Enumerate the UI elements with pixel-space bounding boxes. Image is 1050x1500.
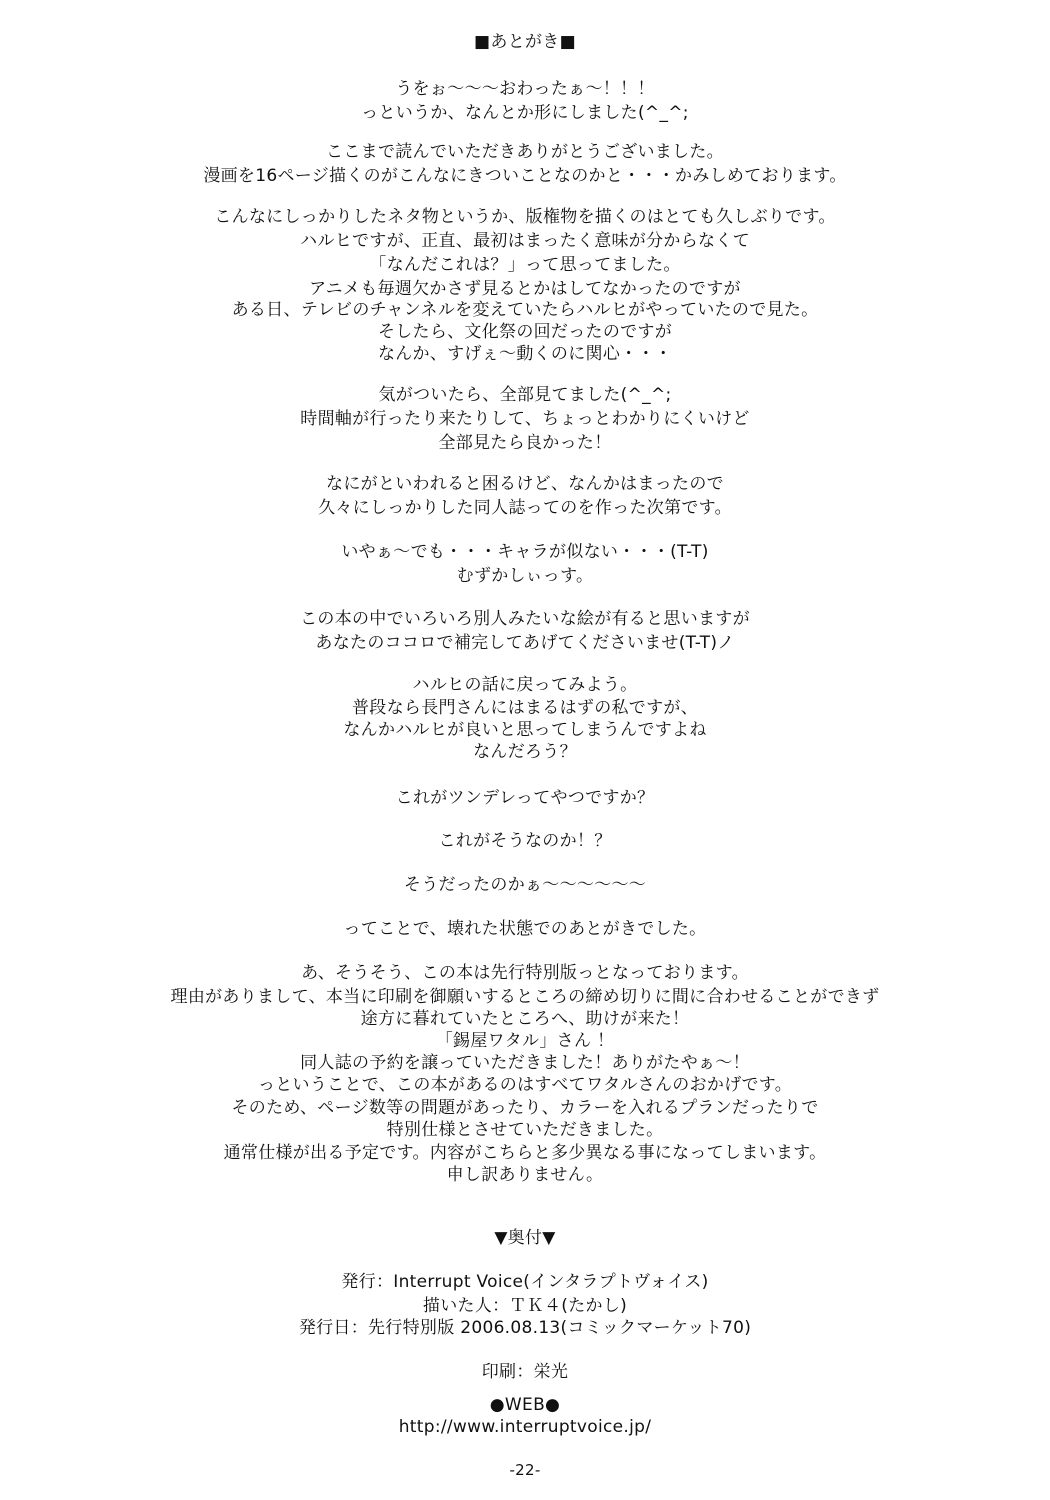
afterword-line: うをぉ～～～おわったぁ～！！！ xyxy=(395,79,655,99)
afterword-line: そしたら、文化祭の回だったのですが xyxy=(377,322,673,342)
afterword-line: これがそうなのか！？ xyxy=(438,831,612,851)
afterword-line: っということで、この本があるのはすべてワタルさんのおかげです。 xyxy=(257,1075,793,1095)
afterword-line: なんかハルヒが良いと思ってしまうんですよね xyxy=(343,720,707,740)
colophon-printer: 印刷：栄光 xyxy=(481,1362,569,1382)
afterword-line: こんなにしっかりしたネタ物というか、版権物を描くのはとても久しぶりです。 xyxy=(214,207,836,227)
afterword-line: そうだったのかぁ～～～～～～ xyxy=(403,875,647,895)
afterword-line: 通常仕様が出る予定です。内容がこちらと多少異なる事になってしまいます。 xyxy=(223,1143,827,1163)
afterword-line: 漫画を16ページ描くのがこんなにきついことなのかと・・・かみしめております。 xyxy=(203,166,847,186)
afterword-line: 理由がありまして、本当に印刷を御願いするところの締め切りに間に合わせることができず xyxy=(170,987,880,1007)
afterword-line: 全部見たら良かった！ xyxy=(438,433,612,453)
afterword-line: ここまで読んでいただきありがとうございました。 xyxy=(326,142,724,162)
afterword-line: これがツンデレってやつですか？ xyxy=(395,788,655,808)
afterword-line: 途方に暮れていたところへ、助けが来た！ xyxy=(360,1009,690,1029)
afterword-line: ある日、テレビのチャンネルを変えていたらハルヒがやっていたので見た。 xyxy=(231,300,819,320)
afterword-line: あ、そうそう、この本は先行特別版っとなっております。 xyxy=(301,963,749,983)
afterword-line: ってことで、壊れた状態でのあとがきでした。 xyxy=(343,919,707,939)
afterword-line: 普段なら長門さんにはまるはずの私ですが、 xyxy=(352,698,698,718)
website-url: http://www.interruptvoice.jp/ xyxy=(398,1417,652,1437)
colophon-date: 発行日：先行特別版 2006.08.13(コミックマーケット70) xyxy=(298,1318,752,1338)
colophon-heading: ▼奥付▼ xyxy=(494,1228,556,1248)
afterword-line: そのため、ページ数等の問題があったり、カラーを入れるプランだったりで xyxy=(231,1098,819,1118)
afterword-line: ハルヒの話に戻ってみよう。 xyxy=(412,675,638,695)
afterword-line: 久々にしっかりした同人誌ってのを作った次第です。 xyxy=(318,498,732,518)
afterword-line: なんだろう？ xyxy=(473,742,577,762)
afterword-line: 「なんだこれは？」って思ってました。 xyxy=(369,255,681,275)
page-number: -22- xyxy=(509,1461,541,1479)
afterword-line: この本の中でいろいろ別人みたいな絵が有ると思いますが xyxy=(300,609,750,629)
web-heading: ●WEB● xyxy=(489,1395,561,1415)
afterword-line: いやぁ～でも・・・キャラが似ない・・・(T-T) xyxy=(341,542,709,562)
afterword-line: あなたのココロで補完してあげてくださいませ(T-T)ノ xyxy=(315,633,735,653)
afterword-line: アニメも毎週欠かさず見るとかはしてなかったのですが xyxy=(309,279,741,299)
afterword-line: 気がついたら、全部見てました(^_^; xyxy=(378,385,672,405)
afterword-line: 同人誌の予約を譲っていただきました！ありがたやぁ～！ xyxy=(300,1053,750,1073)
colophon-artist: 描いた人：ＴＫ４(たかし) xyxy=(422,1296,628,1316)
afterword-line: むずかしぃっす。 xyxy=(456,566,594,586)
colophon-publisher: 発行：Interrupt Voice(インタラプトヴォイス) xyxy=(341,1272,709,1292)
afterword-line: 特別仕様とさせていただきました。 xyxy=(386,1120,664,1140)
afterword-heading: ■あとがき■ xyxy=(474,32,576,52)
afterword-line: なんか、すげぇ～動くのに関心・・・ xyxy=(377,344,673,364)
afterword-line: なにがといわれると困るけど、なんかはまったので xyxy=(326,474,724,494)
afterword-line: 「錫屋ワタル」さん ！ xyxy=(435,1031,615,1051)
afterword-line: ハルヒですが、正直、最初はまったく意味が分からなくて xyxy=(300,231,750,251)
afterword-line: 時間軸が行ったり来たりして、ちょっとわかりにくいけど xyxy=(300,409,750,429)
afterword-line: っというか、なんとか形にしました(^_^; xyxy=(361,103,689,123)
afterword-line: 申し訳ありません。 xyxy=(446,1165,604,1185)
